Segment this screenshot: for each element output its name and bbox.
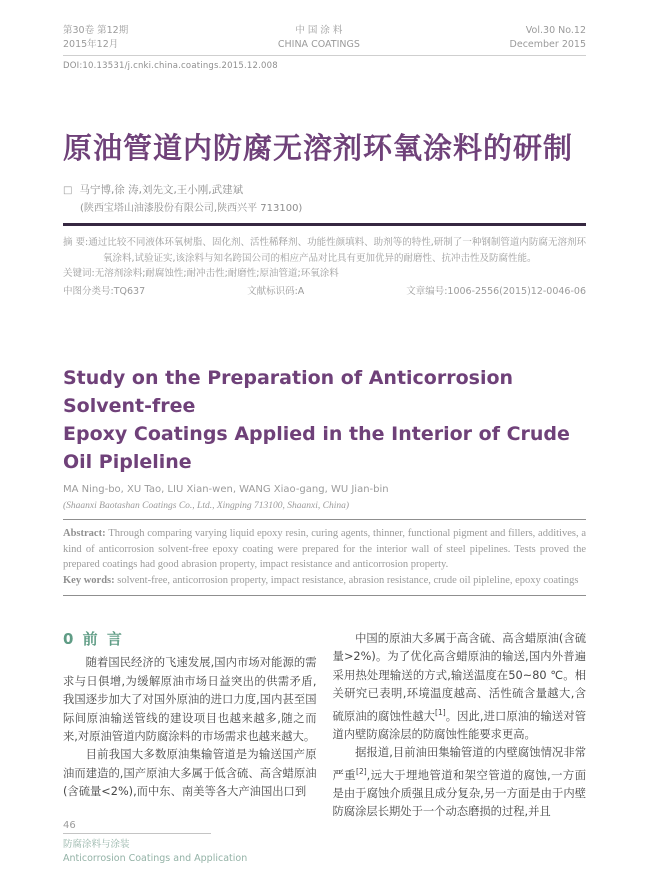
footer-divider	[63, 833, 211, 834]
title-divider-rule	[63, 223, 586, 226]
keywords-text-cn: 无溶剂涂料;耐腐蚀性;耐冲击性;耐磨性;原油管道;环氧涂料	[94, 268, 339, 279]
abstract-en	[63, 526, 586, 573]
keywords-label-en: Key words:	[63, 574, 118, 586]
date-en: December 2015	[509, 39, 586, 50]
page-number: 46	[63, 820, 76, 831]
keywords-text-en: solvent-free, anticorrosion property, impact resistance, abrasion resistance, crude oil pipleline, epoxy coatings	[117, 574, 579, 586]
footer-journal-en: Anticorrosion Coatings and Application	[63, 852, 248, 864]
journal-header	[63, 24, 586, 52]
keywords-en	[63, 573, 586, 589]
reference-mark: [1]	[435, 707, 446, 717]
keywords-cn	[63, 266, 586, 282]
section-heading-intro: 0 前 言	[63, 630, 124, 648]
article-title-en	[63, 364, 586, 476]
authors-cn	[63, 182, 243, 197]
doi-text: DOI:10.13531/j.cnki.china.coatings.2015.12.008	[63, 61, 278, 71]
header-issue-cn	[63, 24, 128, 52]
abstract-text-cn: 通过比较不同液体环氧树脂、固化剂、活性稀释剂、功能性颜填料、助剂等的特性,研制了一种钢制管道内防腐无溶剂环氧涂料,试验证实,该涂料与知名跨国公司的相应产品对比具有更加优异的耐磨性、抗冲击性及防腐性能。	[88, 237, 586, 264]
paragraph-text: ,远大于埋地管道和架空管道的腐蚀,一方面是由于腐蚀介质强且成分复杂,另一方面是由于内壁防腐涂层长期处于一个动态磨损的过程,并且	[332, 768, 586, 819]
affiliation-cn: (陕西宝塔山油漆股份有限公司,陕西兴平 713100)	[80, 203, 303, 214]
article-body	[63, 630, 586, 822]
article-title-cn: 原油管道内防腐无溶剂环氧涂料的研制	[63, 131, 574, 165]
author-marker-icon: □	[63, 185, 73, 196]
abstract-label-cn: 摘 要:	[63, 237, 89, 248]
paragraph: 随着国民经济的飞速发展,国内市场对能源的需求与日俱增,为缓解原油市场日益突出的供需矛盾,我国逐步加大了对国外原油的进口力度,国内甚至国际间原油输送管线的建设项目也越来越多,随之而来,对原油管道内防腐涂料的市场需求也越来越大。	[63, 656, 317, 744]
authors-en: MA Ning-bo, XU Tao, LIU Xian-wen, WANG Xiao-gang, WU Jian-bin	[63, 484, 389, 495]
date-cn: 2015年12月	[63, 39, 119, 50]
abstract-cn	[63, 235, 586, 266]
title-en-line1: Study on the Preparation of Anticorrosion Solvent-free	[63, 367, 514, 417]
volume-issue-en: Vol.30 No.12	[525, 25, 586, 36]
paragraph	[333, 744, 587, 821]
right-column	[333, 630, 587, 822]
clc-number: 中图分类号:TQ637	[63, 285, 146, 297]
volume-issue-cn: 第30卷 第12期	[63, 25, 129, 36]
paragraph	[333, 630, 587, 744]
journal-name-cn: 中 国 涂 料	[295, 25, 343, 36]
authors-cn-names: 马宁博,徐 涛,刘先文,王小刚,武建斌	[79, 184, 244, 196]
abstract-block-en	[63, 519, 586, 596]
article-id: 文章编号:1006-2556(2015)12-0046-06	[406, 285, 586, 297]
header-issue-en	[510, 24, 586, 52]
page-footer	[63, 820, 247, 865]
paragraph-text: 。因此,进口原油的输送对管道内壁防腐涂层的防腐蚀性能要求更高。	[332, 709, 586, 741]
paragraph: 目前我国大多数原油集输管道是为输送国产原油而建造的,国产原油大多属于低含硫、高含蜡原油(含硫量<2%),而中东、南美等各大产油国出口到	[63, 748, 317, 799]
affiliation-en: (Shaanxi Baotashan Coatings Co., Ltd., Xingping 713100, Shaanxi, China)	[63, 501, 350, 511]
document-code: 文献标识码:A	[247, 285, 305, 297]
classification-row	[63, 284, 586, 300]
abstract-label-en: Abstract:	[63, 528, 109, 539]
header-journal-name	[278, 24, 360, 52]
footer-journal-cn: 防腐涂料与涂装	[63, 839, 130, 850]
left-column	[63, 630, 317, 822]
paragraph-text: 中国的原油大多属于高含硫、高含蜡原油(含硫量>2%)。为了优化高含蜡原油的输送,国内外普遍采用热处理输送的方式,输送温度在50~80 ℃。相关研究已表明,环境温度越高、活性硫含量越大,含硫原油的腐蚀性越大	[332, 632, 586, 723]
journal-name-en: CHINA COATINGS	[277, 39, 360, 50]
keywords-label-cn: 关键词:	[63, 268, 95, 279]
title-en-line2: Epoxy Coatings Applied in the Interior of Crude Oil Pipleline	[63, 423, 570, 473]
english-block	[63, 364, 586, 596]
abstract-block-cn	[63, 235, 586, 299]
paragraph-text: 据报道,目前油田集输管道的内壁腐蚀情况非常严重	[332, 746, 586, 782]
reference-mark: [2]	[356, 766, 367, 776]
abstract-text-en: Through comparing varying liquid epoxy resin, curing agents, thinner, functional pigment and fillers, additives, a kind of anticorrosion solvent-free epoxy coating were prepared for the interior wall of steel pipelines. Tests proved the prepared coatings had good abrasion property, impact resistance and anticorrosion property.	[63, 528, 586, 570]
header-divider	[63, 55, 586, 56]
